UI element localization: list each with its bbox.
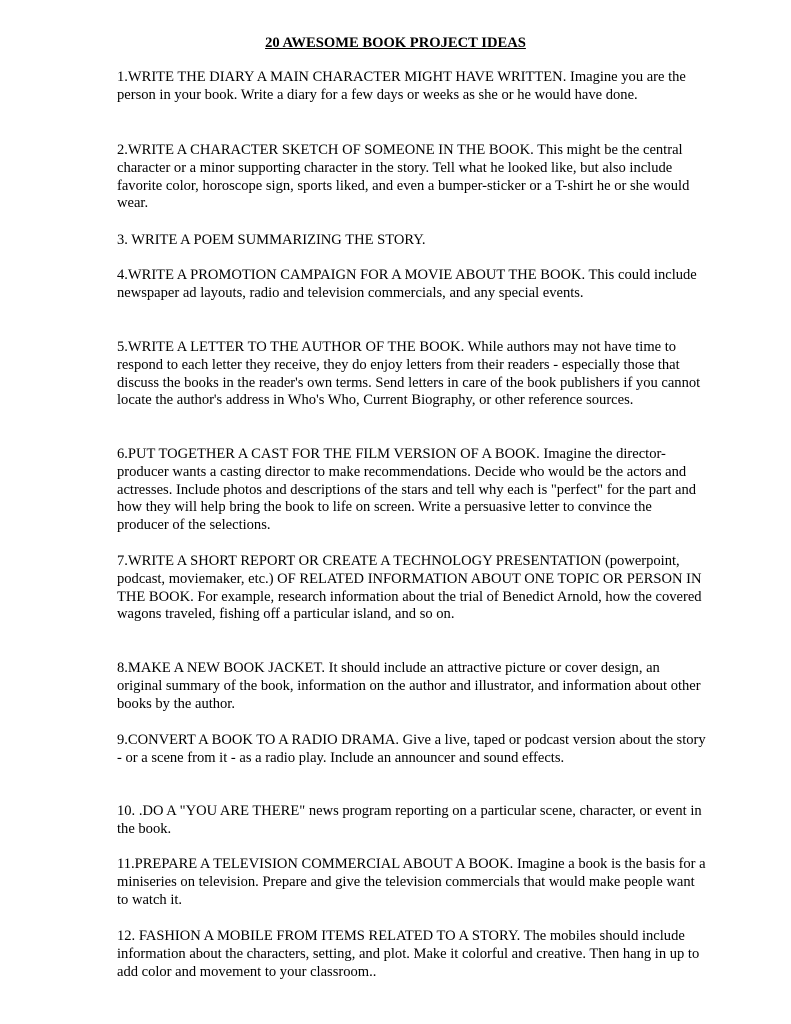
idea-heading: 12. FASHION A MOBILE FROM ITEMS RELATED TO A STORY. <box>117 928 521 944</box>
idea-heading: 8.MAKE A NEW BOOK JACKET. <box>117 660 325 676</box>
idea-body: It should include an attractive picture or cover design, an original summary of the book, information on the author and illustrator, and information about other books by the author. <box>117 660 701 712</box>
idea-body: news program reporting on a particular scene, character, or event in the book. <box>117 803 702 837</box>
idea-heading: 5.WRITE A LETTER TO THE AUTHOR OF THE BOOK. <box>117 339 465 355</box>
idea-heading: 9.CONVERT A BOOK TO A RADIO DRAMA. <box>117 732 400 748</box>
idea-9 <box>117 732 707 768</box>
idea-3 <box>117 232 707 250</box>
idea-2 <box>117 142 707 213</box>
idea-1 <box>117 69 707 105</box>
idea-body: Imagine the director-producer wants a casting director to make recommendations. Decide who would be the actors and actresses. Include photos and descriptions of the stars and tell why each is "perfect" for the part and how they will help bring the book to life on screen. Write a persuasive letter to convince the producer of the selections. <box>117 446 697 534</box>
idea-10 <box>117 803 707 839</box>
idea-body: This could include newspaper ad layouts, radio and television commercials, and any special events. <box>117 267 697 301</box>
idea-body: While authors may not have time to respond to each letter they receive, they do enjoy letters from their readers - especially those that discuss the books in the reader's own terms. Send letters in care of the book publishers if you cannot locate the author's address in Who's Who, Current Biography, or other reference sources. <box>117 339 701 409</box>
idea-body: The mobiles should include information about the characters, setting, and plot. Make it colorful and creative. Then hang in up to add color and movement to your classroom.. <box>117 928 700 980</box>
page-title: 20 AWESOME BOOK PROJECT IDEAS <box>265 35 526 51</box>
idea-body: This might be the central character or a minor supporting character in the story. Tell what he looked like, but also include favorite color, horoscope sign, sports liked, and even a bumper-sticker or a T-shirt he or she would wear. <box>117 142 690 212</box>
idea-heading: 2.WRITE A CHARACTER SKETCH OF SOMEONE IN THE BOOK. <box>117 142 534 158</box>
idea-heading: 6.PUT TOGETHER A CAST FOR THE FILM VERSION OF A BOOK. <box>117 446 540 462</box>
idea-heading: 11.PREPARE A TELEVISION COMMERCIAL ABOUT A BOOK. <box>117 856 514 872</box>
idea-body: For example, research information about the trial of Benedict Arnold, how the covered wagons traveled, fishing off a particular island, and so on. <box>117 588 702 623</box>
idea-12 <box>117 928 707 981</box>
idea-7 <box>117 553 707 624</box>
idea-heading: 1.WRITE THE DIARY A MAIN CHARACTER MIGHT HAVE WRITTEN. <box>117 69 567 85</box>
idea-body: Imagine you are the person in your book. Write a diary for a few days or weeks as she or he would have done. <box>117 69 686 103</box>
idea-heading: 4.WRITE A PROMOTION CAMPAIGN FOR A MOVIE ABOUT THE BOOK. <box>117 267 586 283</box>
idea-4 <box>117 267 707 303</box>
idea-body: Give a live, taped or podcast version about the story - or a scene from it - as a radio play. Include an announcer and sound effects. <box>117 732 706 766</box>
idea-8 <box>117 660 707 713</box>
idea-heading: 7.WRITE A SHORT REPORT OR CREATE A TECHNOLOGY PRESENTATION (powerpoint, podcast, moviemaker, etc.) OF RELATED INFORMATION ABOUT ONE TOPIC OR PERSON IN THE BOOK. <box>117 553 702 605</box>
idea-heading: 3. WRITE A POEM SUMMARIZING THE STORY. <box>117 232 426 248</box>
idea-5 <box>117 339 707 410</box>
idea-heading: 10. .DO A "YOU ARE THERE" <box>117 803 306 819</box>
idea-body: Imagine a book is the basis for a miniseries on television. Prepare and give the television commercials that would make people want to watch it. <box>117 856 706 908</box>
idea-11 <box>117 856 707 909</box>
idea-6 <box>117 446 707 535</box>
